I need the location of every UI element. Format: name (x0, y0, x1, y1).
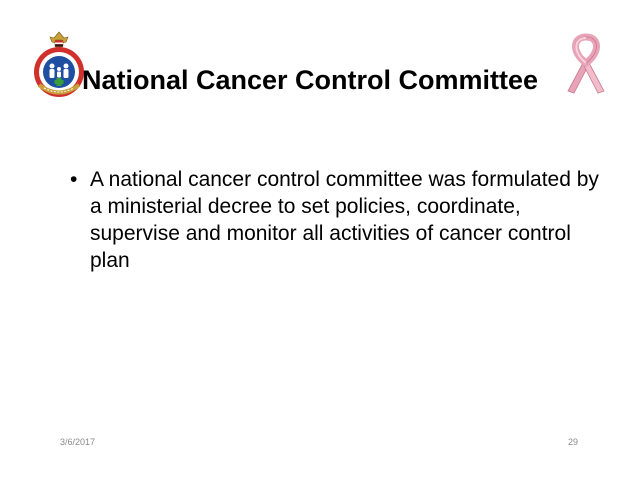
footer-date: 3/6/2017 (60, 437, 96, 447)
bullet-text: A national cancer control committee was formulated by a ministerial decree to set policies, coordinate, supervise and monitor all activities of cancer control plan (90, 168, 599, 272)
eagle-emblem-icon (50, 32, 68, 47)
page-number: 29 (567, 437, 578, 447)
bullet-symbol: • (70, 168, 78, 191)
bullet-list (70, 166, 599, 274)
bullet-item (70, 166, 599, 274)
slide-title: National Cancer Control Committee (82, 65, 539, 95)
ministry-of-health-logo (30, 30, 88, 100)
